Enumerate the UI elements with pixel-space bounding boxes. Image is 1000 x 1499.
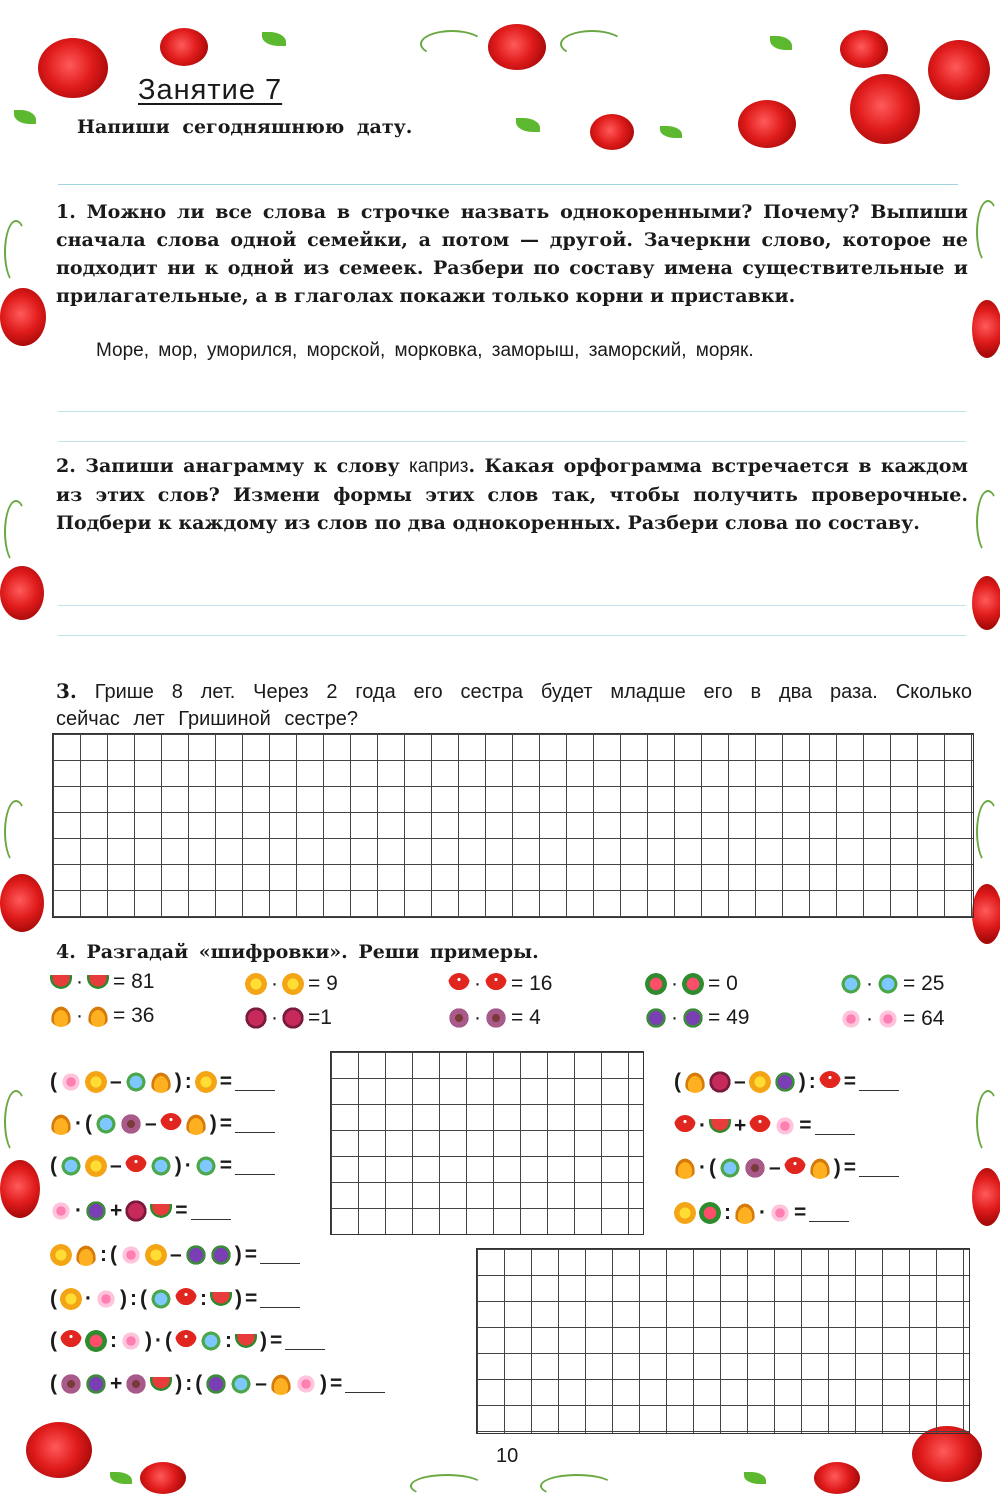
leaf-decoration-icon	[110, 1472, 132, 1484]
task-3-number: 3.	[56, 679, 77, 703]
mushroom-icon	[749, 1115, 771, 1137]
answer-blank[interactable]	[235, 1116, 275, 1133]
key-equation: · =1	[245, 1006, 332, 1030]
key-equation: · = 4	[448, 1006, 541, 1030]
yellow-flower-icon	[674, 1202, 696, 1224]
rose-icon	[645, 973, 667, 995]
blue-flower-icon	[195, 1155, 217, 1177]
rose-decoration-icon	[38, 38, 108, 98]
raspberry-icon	[709, 1071, 731, 1093]
answer-blank[interactable]	[235, 1158, 275, 1175]
task-2-word: каприз	[409, 456, 469, 477]
pear-icon	[50, 1005, 72, 1027]
example-10: · + =	[674, 1114, 855, 1138]
pink-flower-icon	[120, 1244, 142, 1266]
task-4-title: 4. Разгадай «шифровки». Реши примеры.	[56, 941, 539, 963]
vine-decoration	[420, 30, 484, 58]
mushroom-icon	[175, 1288, 197, 1310]
rose-decoration-icon	[0, 1160, 40, 1218]
vine-decoration	[540, 1474, 614, 1498]
aster-icon	[120, 1113, 142, 1135]
pear-icon	[87, 1005, 109, 1027]
lesson-title: Занятие 7	[138, 74, 283, 106]
mushroom-icon	[448, 973, 470, 995]
answer-blank[interactable]	[345, 1376, 385, 1393]
blue-flower-icon	[200, 1330, 222, 1352]
pear-icon	[674, 1157, 696, 1179]
example-4: · + =	[50, 1199, 231, 1223]
violet-icon	[85, 1373, 107, 1395]
pink-flower-icon	[95, 1288, 117, 1310]
pear-icon	[50, 1113, 72, 1135]
watermelon-icon	[87, 975, 109, 989]
task-2-answer-area[interactable]	[58, 576, 966, 646]
rose-decoration-icon	[0, 874, 44, 932]
rose-decoration-icon	[814, 1462, 860, 1494]
yellow-flower-icon	[282, 973, 304, 995]
pear-icon	[185, 1113, 207, 1135]
watermelon-icon	[709, 1119, 731, 1133]
pear-icon	[75, 1244, 97, 1266]
pear-icon	[270, 1373, 292, 1395]
answer-blank[interactable]	[260, 1247, 300, 1264]
vine-decoration	[4, 800, 28, 864]
answer-blank[interactable]	[235, 1074, 275, 1091]
rose-decoration-icon	[0, 566, 44, 620]
rose-decoration-icon	[850, 74, 920, 144]
example-5: : ( – ) =	[50, 1243, 300, 1267]
key-equation: · = 49	[645, 1006, 749, 1030]
task-2-text	[56, 452, 968, 537]
leaf-decoration-icon	[770, 36, 792, 50]
vine-decoration	[4, 1090, 28, 1154]
task-2-text-b: . Какая орфограмма встречается в каждом из этих слов? Измени формы этих слов так, чтобы получить проверочные. Подбери к каждому из слов по два однокоренных. Разбери слова по составу.	[56, 455, 968, 534]
vine-decoration	[410, 1474, 484, 1498]
example-9: ( – ) : =	[674, 1070, 899, 1094]
blue-flower-icon	[125, 1071, 147, 1093]
task-3-text	[56, 678, 972, 733]
rose-decoration-icon	[912, 1426, 982, 1482]
task-4-work-grid-top[interactable]	[330, 1051, 644, 1235]
rose-decoration-icon	[972, 1168, 1000, 1226]
pear-icon	[809, 1157, 831, 1179]
vine-decoration	[4, 220, 28, 284]
key-equation: · = 81	[50, 970, 154, 994]
rose-decoration-icon	[972, 576, 1000, 630]
raspberry-icon	[125, 1200, 147, 1222]
violet-icon	[85, 1200, 107, 1222]
watermelon-icon	[235, 1334, 257, 1348]
aster-icon	[485, 1007, 507, 1029]
yellow-flower-icon	[85, 1071, 107, 1093]
watermelon-icon	[210, 1292, 232, 1306]
date-instruction: Напиши сегодняшнюю дату.	[77, 116, 413, 138]
watermelon-icon	[150, 1377, 172, 1391]
answer-blank[interactable]	[859, 1074, 899, 1091]
mushroom-icon	[784, 1157, 806, 1179]
example-2: · ( – ) =	[50, 1112, 275, 1136]
example-11: · ( – ) =	[674, 1156, 899, 1180]
rose-icon	[85, 1330, 107, 1352]
violet-icon	[185, 1244, 207, 1266]
blue-flower-icon	[719, 1157, 741, 1179]
mushroom-icon	[60, 1330, 82, 1352]
page-number: 10	[496, 1445, 519, 1467]
pink-flower-icon	[840, 1008, 862, 1030]
pink-flower-icon	[50, 1200, 72, 1222]
blue-flower-icon	[840, 973, 862, 995]
pear-icon	[684, 1071, 706, 1093]
vine-decoration	[976, 200, 1000, 264]
rose-decoration-icon	[840, 30, 888, 68]
mushroom-icon	[125, 1155, 147, 1177]
pink-flower-icon	[769, 1202, 791, 1224]
task-2-text-a: 2. Запиши анаграмму к слову	[56, 455, 410, 477]
raspberry-icon	[245, 1007, 267, 1029]
violet-icon	[210, 1244, 232, 1266]
yellow-flower-icon	[60, 1288, 82, 1310]
pink-flower-icon	[877, 1008, 899, 1030]
answer-blank[interactable]	[285, 1333, 325, 1350]
mushroom-icon	[175, 1330, 197, 1352]
blue-flower-icon	[95, 1113, 117, 1135]
blue-flower-icon	[230, 1373, 252, 1395]
leaf-decoration-icon	[516, 118, 540, 132]
yellow-flower-icon	[749, 1071, 771, 1093]
example-12: : · =	[674, 1201, 849, 1225]
blue-flower-icon	[150, 1288, 172, 1310]
rose-decoration-icon	[488, 24, 546, 70]
blue-flower-icon	[877, 973, 899, 995]
yellow-flower-icon	[195, 1071, 217, 1093]
example-1: ( – ) : =	[50, 1070, 275, 1094]
task-1-words: Море, мор, уморился, морской, морковка, заморыш, заморский, моряк.	[96, 340, 754, 361]
aster-icon	[60, 1373, 82, 1395]
pear-icon	[734, 1202, 756, 1224]
task-3-answer-grid[interactable]	[52, 733, 974, 918]
rose-decoration-icon	[972, 300, 1000, 358]
rose-icon	[682, 973, 704, 995]
answer-blank[interactable]	[809, 1205, 849, 1222]
yellow-flower-icon	[85, 1155, 107, 1177]
example-8: ( + ) : ( – ) =	[50, 1372, 385, 1396]
rose-decoration-icon	[738, 100, 796, 148]
rose-decoration-icon	[928, 40, 990, 100]
blue-flower-icon	[60, 1155, 82, 1177]
mushroom-icon	[819, 1071, 841, 1093]
example-3: ( – ) · =	[50, 1154, 275, 1178]
violet-icon	[645, 1007, 667, 1029]
example-7: ( : ) · ( : ) =	[50, 1329, 325, 1353]
task-3-body: Грише 8 лет. Через 2 года его сестра будет младше его в два раза. Сколько сейчас лет Гришиной сестре?	[56, 681, 972, 730]
pear-icon	[150, 1071, 172, 1093]
yellow-flower-icon	[50, 1244, 72, 1266]
raspberry-icon	[282, 1007, 304, 1029]
aster-icon	[448, 1007, 470, 1029]
leaf-decoration-icon	[660, 126, 682, 138]
answer-blank[interactable]	[859, 1160, 899, 1177]
leaf-decoration-icon	[262, 32, 286, 46]
rose-decoration-icon	[0, 288, 46, 346]
aster-icon	[125, 1373, 147, 1395]
vine-decoration	[560, 30, 624, 58]
vine-decoration	[976, 490, 1000, 554]
task-4-work-grid-bottom[interactable]	[476, 1248, 970, 1434]
mushroom-icon	[160, 1113, 182, 1135]
task-1-text: 1. Можно ли все слова в строчке назвать однокоренными? Почему? Выпиши сначала слова одной семейки, а потом — другой. Зачеркни слово, которое не подходит ни к одной из семеек. Разбери по составу имена существительные и прилагательные, а в глаголах покажи только корни и приставки.	[56, 201, 968, 307]
pink-flower-icon	[60, 1071, 82, 1093]
key-equation: · = 64	[840, 1007, 944, 1031]
pink-flower-icon	[120, 1330, 142, 1352]
pink-flower-icon	[774, 1115, 796, 1137]
mushroom-icon	[674, 1115, 696, 1137]
mushroom-icon	[485, 973, 507, 995]
task-1-answer-area[interactable]	[58, 382, 966, 452]
rose-icon	[699, 1202, 721, 1224]
date-line[interactable]	[58, 184, 958, 185]
violet-icon	[774, 1071, 796, 1093]
watermelon-icon	[150, 1204, 172, 1218]
vine-decoration	[4, 500, 28, 564]
yellow-flower-icon	[245, 973, 267, 995]
rose-decoration-icon	[590, 114, 634, 150]
vine-decoration	[976, 1090, 1000, 1154]
violet-icon	[205, 1373, 227, 1395]
rose-decoration-icon	[26, 1422, 92, 1478]
vine-decoration	[976, 800, 1000, 864]
violet-icon	[682, 1007, 704, 1029]
key-equation: · = 25	[840, 972, 944, 996]
leaf-decoration-icon	[14, 110, 36, 124]
answer-blank[interactable]	[191, 1203, 231, 1220]
answer-blank[interactable]	[815, 1118, 855, 1135]
blue-flower-icon	[150, 1155, 172, 1177]
key-equation: · = 36	[50, 1004, 154, 1028]
key-equation: · = 9	[245, 972, 338, 996]
rose-decoration-icon	[140, 1462, 186, 1494]
leaf-decoration-icon	[744, 1472, 766, 1484]
pink-flower-icon	[295, 1373, 317, 1395]
aster-icon	[744, 1157, 766, 1179]
example-6: ( · ) : ( : ) =	[50, 1287, 300, 1311]
rose-decoration-icon	[972, 884, 1000, 944]
yellow-flower-icon	[145, 1244, 167, 1266]
rose-decoration-icon	[160, 28, 208, 66]
key-equation: · = 0	[645, 972, 738, 996]
watermelon-icon	[50, 975, 72, 989]
key-equation: · = 16	[448, 972, 552, 996]
answer-blank[interactable]	[260, 1291, 300, 1308]
